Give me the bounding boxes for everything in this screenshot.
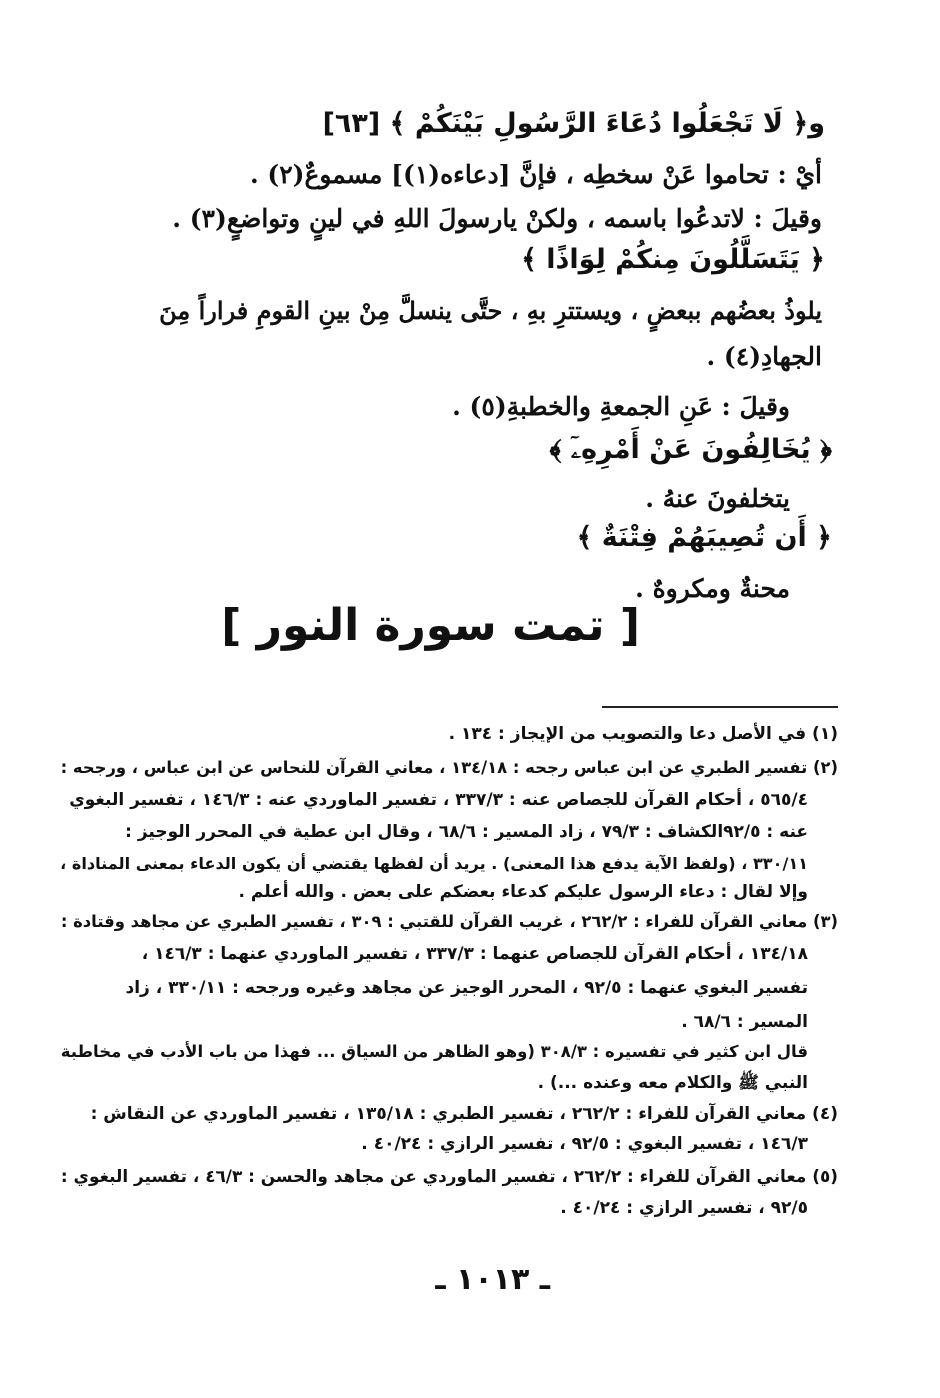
- quran-verse: ﴿ يُخَالِفُونَ عَنْ أَمْرِهِۦٓ ﴾: [549, 434, 832, 465]
- footnote-divider: [602, 706, 838, 708]
- footnote-3-line: ١٣٤/١٨ ، أحكام القرآن للجصاص عنهما : ٣٣٧/٣ ، تفسير الماوردي عنهما : ١٤٦/٣ ،: [141, 944, 808, 964]
- main-text-line: وقيلَ : لاتدعُوا باسمه ، ولكنْ يارسولَ اللهِ في لينٍ وتواضعٍ(٣) .: [172, 204, 822, 233]
- footnote-4-line: ١٤٦/٣ ، تفسير البغوي : ٩٢/٥ ، تفسير الرازي : ٤٠/٢٤ .: [361, 1134, 808, 1154]
- main-text-line: يتخلفونَ عنهُ .: [645, 484, 790, 513]
- footnote-2-line: ٣٣٠/١١ ، (ولفظ الآية يدفع هذا المعنى) . يريد أن لفظها يقتضي أن يكون الدعاء بمعنى المناداة ،: [60, 854, 808, 873]
- footnote-3-line: النبي ﷺ والكلام معه وعنده ...) .: [537, 1073, 808, 1093]
- quran-verse: ﴿ أَن تُصِيبَهُمْ فِتْنَةٌ ﴾: [576, 522, 832, 553]
- quran-verse-63: و﴿ لَا تَجْعَلُوا دُعَاءَ الرَّسُولِ بَيْنَكُمْ ﴾ [٦٣]: [322, 108, 825, 139]
- page-number: ـ ١٠١٣ ـ: [435, 1262, 550, 1297]
- main-text-line: الجهادِ(٤) .: [706, 342, 822, 371]
- footnote-4-line: (٤) معاني القرآن للفراء : ٢٦٢/٢ ، تفسير الطبري : ١٣٥/١٨ ، تفسير الماوردي عن النقاش :: [90, 1104, 838, 1124]
- footnote-3-line: المسير : ٦٨/٦ .: [681, 1012, 808, 1032]
- footnote-3-line: (٣) معاني القرآن للفراء : ٢٦٢/٢ ، غريب القرآن للقتبي : ٣٠٩ ، تفسير الطبري عن مجاهد وقتادة :: [60, 912, 838, 931]
- footnote-3-line: تفسير البغوي عنهما : ٩٢/٥ ، المحرر الوجيز عن مجاهد وغيره ورجحه : ٣٣٠/١١ ، زاد: [125, 978, 808, 998]
- main-text-line: وقيلَ : عَنِ الجمعةِ والخطبةِ(٥) .: [452, 392, 790, 421]
- footnote-1: (١) في الأصل دعا والتصويب من الإيجاز : ١٣٤ .: [448, 724, 838, 744]
- footnote-2-line: ٥٦٥/٤ ، أحكام القرآن للجصاص عنه : ٣٣٧/٣ ، تفسير الماوردي عنه : ١٤٦/٣ ، تفسير البغوي: [69, 790, 808, 810]
- footnote-2-line: عنه : ٩٢/٥الكشاف : ٧٩/٣ ، زاد المسير : ٦٨/٦ ، وقال ابن عطية في المحرر الوجيز :: [125, 822, 808, 842]
- main-text-line: يلوذُ بعضُهم ببعضٍ ، ويستترِ بهِ ، حتَّى ينسلَّ مِنْ بينِ القومِ فراراً مِنَ: [159, 296, 822, 325]
- sura-end-heading: [ تمت سورة النور ]: [221, 600, 640, 651]
- footnote-5-line: (٥) معاني القرآن للفراء : ٢٦٢/٢ ، تفسير الماوردي عن مجاهد والحسن : ٤٦/٣ ، تفسير البغوي :: [60, 1166, 838, 1186]
- main-text-line: أيْ : تحاموا عَنْ سخطِه ، فإنَّ [دعاءه(١)] مسموعٌ(٢) .: [249, 160, 822, 189]
- quran-verse: ﴿ يَتَسَلَّلُونَ مِنكُمْ لِوَاذًا ﴾: [521, 244, 825, 275]
- footnote-2-line: وإلا لقال : دعاء الرسول عليكم كدعاء بعضكم على بعض . والله أعلم .: [238, 882, 808, 902]
- footnote-5-line: ٩٢/٥ ، تفسير الرازي : ٤٠/٢٤ .: [560, 1198, 808, 1218]
- main-text-line: محنةٌ ومكروهٌ .: [635, 574, 790, 603]
- footnote-3-line: قال ابن كثير في تفسيره : ٣٠٨/٣ (وهو الظاهر من السياق ... فهذا من باب الأدب في مخاطبة: [60, 1042, 808, 1061]
- footnote-2-line: (٢) تفسير الطبري عن ابن عباس رجحه : ١٣٤/١٨ ، معاني القرآن للنحاس عن ابن عباس ، ورجحه :: [60, 758, 838, 777]
